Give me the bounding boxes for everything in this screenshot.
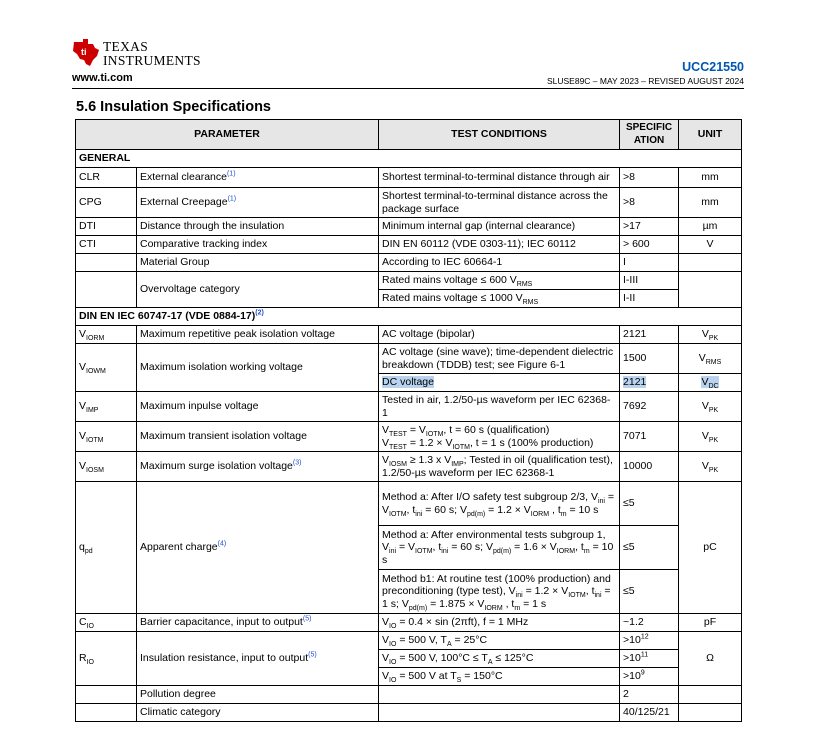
cell-condition[interactable] — [379, 374, 620, 392]
cell-condition: $V_{IO} = 500$ V at $T_S = 150^\circ C$ — [379, 668, 620, 686]
section-title: 5.6 Insulation Specifications — [76, 99, 271, 115]
cell-spec — [620, 650, 679, 668]
header-rule — [72, 88, 744, 89]
symbol-subscript: IOTM — [86, 437, 104, 445]
part-number-link[interactable]: UCC21550 — [682, 60, 744, 74]
unit-subscript: DC — [708, 383, 719, 391]
cell-spec: 10000 — [620, 452, 679, 482]
cell-spec: ~1.2 — [620, 614, 679, 632]
header-specification: SPECIFIC ATION — [620, 120, 679, 150]
table-row — [76, 614, 742, 632]
cell-symbol — [76, 614, 137, 632]
ti-logo — [71, 38, 221, 74]
symbol-subscript: IMP — [86, 407, 99, 415]
table-row — [76, 632, 742, 650]
table-header-row — [76, 120, 742, 150]
cell-spec: >17 — [620, 218, 679, 236]
cell-unit — [679, 272, 742, 308]
cell-condition — [379, 272, 620, 290]
cell-parameter: Maximum transient isolation voltage — [137, 422, 379, 452]
cell-condition: Shortest terminal-to-terminal distance across the package surface — [379, 188, 620, 218]
unit-text: V — [698, 352, 706, 365]
unit-text: V — [701, 430, 709, 443]
cell-condition: Minimum internal gap (internal clearance) — [379, 218, 620, 236]
symbol-text: V — [79, 430, 87, 443]
cell-symbol — [76, 482, 137, 614]
cell-condition: Method a: After I/O safety test subgroup 2/3, $V_{ini} = V_{IOTM}$, $t_{ini} = 60$ s; $V_{pd(m)} = 1.2 \times V_{IORM}$ , $t_m = 10$ s — [379, 482, 620, 526]
cell-unit: Ω — [679, 632, 742, 686]
revision-info: SLUSE89C – MAY 2023 – REVISED AUGUST 2024 — [546, 76, 744, 86]
cell-condition — [379, 704, 620, 722]
selected-text[interactable]: DC voltage — [382, 376, 434, 389]
unit-text: V — [701, 400, 709, 413]
cell-parameter — [137, 452, 379, 482]
cell-parameter — [137, 614, 379, 632]
cell-parameter — [137, 482, 379, 614]
spec-exponent: 11 — [640, 651, 649, 659]
header-unit: UNIT — [679, 120, 742, 150]
cell-spec: I-III — [620, 272, 679, 290]
cell-symbol: DTI — [76, 218, 137, 236]
unit-text: V — [701, 328, 709, 341]
cell-spec: ≤5 — [620, 526, 679, 570]
table-row — [76, 326, 742, 344]
cell-symbol: CLR — [76, 168, 137, 188]
section-general-row — [76, 150, 742, 168]
table-row — [76, 254, 742, 272]
cell-parameter: Climatic category — [137, 704, 379, 722]
cell-symbol — [76, 452, 137, 482]
footnote-link[interactable]: (4) — [217, 540, 227, 548]
footnote-link[interactable]: (2) — [255, 309, 264, 317]
unit-text: V — [701, 376, 709, 389]
symbol-subscript: IO — [86, 659, 94, 667]
table-row — [76, 168, 742, 188]
page-header — [0, 0, 816, 92]
cell-parameter — [137, 632, 379, 686]
cell-unit — [679, 686, 742, 704]
symbol-text: V — [79, 460, 87, 473]
cell-spec — [620, 632, 679, 650]
cell-parameter: Maximum inpulse voltage — [137, 392, 379, 422]
cell-condition: AC voltage (bipolar) — [379, 326, 620, 344]
cell-spec: ≤5 — [620, 482, 679, 526]
unit-subscript: PK — [708, 335, 719, 343]
cell-spec: >8 — [620, 188, 679, 218]
cell-unit: V — [679, 236, 742, 254]
cell-parameter: Comparative tracking index — [137, 236, 379, 254]
cell-symbol: CTI — [76, 236, 137, 254]
cell-symbol: CPG — [76, 188, 137, 218]
cell-unit: mm — [679, 168, 742, 188]
cell-condition: Shortest terminal-to-terminal distance through air — [379, 168, 620, 188]
cell-unit — [679, 392, 742, 422]
section-din-row — [76, 308, 742, 326]
selected-text[interactable]: 2121 — [623, 376, 647, 389]
symbol-subscript: IORM — [86, 335, 105, 343]
symbol-subscript: IOSM — [86, 467, 104, 475]
footnote-link[interactable]: (3) — [292, 459, 302, 467]
cell-condition: $V_{IOSM} \ge 1.3$ x $V_{IMP}$; Tested in oil (qualification test), 1.2/50-µs waveform per IEC 62368-1 — [379, 452, 620, 482]
cell-spec — [620, 668, 679, 686]
cell-symbol — [76, 254, 137, 272]
cell-parameter: Maximum repetitive peak isolation voltage — [137, 326, 379, 344]
company-line2: INSTRUMENTS — [103, 53, 201, 68]
cell-spec: 2 — [620, 686, 679, 704]
cell-parameter: Pollution degree — [137, 686, 379, 704]
header-parameter: PARAMETER — [76, 120, 379, 150]
symbol-text: R — [79, 652, 87, 665]
cell-condition: $V_{IO} = 500$ V, $T_A = 25^\circ C$ — [379, 632, 620, 650]
insulation-spec-table — [75, 119, 742, 722]
parameter-text: Maximum surge isolation voltage — [140, 460, 293, 473]
symbol-subscript: pd — [84, 548, 93, 556]
symbol-text: C — [79, 616, 87, 629]
spec-exponent: 9 — [640, 669, 645, 677]
cell-condition: Method a: After environmental tests subgroup 1, $V_{ini} = V_{IOTM}$, $t_{ini} = 60$ s; $V_{pd(m)} = 1.6 \times V_{IORM}$, $t_m = 10$ s — [379, 526, 620, 570]
unit-subscript: RMS — [705, 359, 722, 367]
cell-unit: µm — [679, 218, 742, 236]
spec-text: >10 — [623, 652, 641, 665]
condition-text: AC voltage (sine wave); time-dependent dielectric breakdown (TDDB) test; see Figure 6-1 — [382, 346, 614, 371]
cell-parameter: Maximum isolation working voltage — [137, 344, 379, 392]
cell-spec: 2121 — [620, 326, 679, 344]
cell-spec: I-II — [620, 290, 679, 308]
footnote-link[interactable]: (5) — [308, 651, 317, 659]
table-row — [76, 188, 742, 218]
texas-state-logo-icon — [71, 38, 101, 68]
parameter-text: External clearance — [140, 171, 227, 184]
symbol-text: V — [79, 361, 87, 374]
cell-unit — [679, 452, 742, 482]
footnote-link[interactable]: (1) — [227, 195, 237, 203]
condition-text: Rated mains voltage ≤ 600 V — [382, 274, 517, 287]
table-row — [76, 344, 742, 374]
parameter-text: Insulation resistance, input to output — [140, 652, 309, 665]
section-din-text: DIN EN IEC 60747-17 (VDE 0884-17) — [79, 310, 256, 323]
cell-symbol — [76, 704, 137, 722]
cell-condition: Tested in air, 1.2/50-µs waveform per IEC 62368-1 — [379, 392, 620, 422]
cell-symbol — [76, 686, 137, 704]
unit-subscript: PK — [708, 467, 719, 475]
symbol-text: q — [79, 541, 85, 554]
cell-unit[interactable] — [679, 374, 742, 392]
section-general-label: GENERAL — [76, 150, 742, 168]
unit-subscript: PK — [708, 437, 719, 445]
cell-unit: pC — [679, 482, 742, 614]
table-row — [76, 272, 742, 290]
condition-subscript: RMS — [516, 281, 533, 289]
cell-spec: 40/125/21 — [620, 704, 679, 722]
cell-symbol — [76, 272, 137, 308]
condition-subscript: RMS — [522, 299, 539, 307]
symbol-text: V — [79, 328, 87, 341]
cell-spec: >8 — [620, 168, 679, 188]
cell-unit — [679, 704, 742, 722]
cell-unit: mm — [679, 188, 742, 218]
cell-condition — [379, 344, 620, 374]
footnote-link[interactable]: (1) — [226, 170, 236, 178]
table-row — [76, 218, 742, 236]
table-row — [76, 452, 742, 482]
cell-unit — [679, 326, 742, 344]
symbol-subscript: IO — [86, 623, 94, 631]
spec-text: >10 — [623, 670, 641, 683]
cell-unit — [679, 422, 742, 452]
cell-spec: ≤5 — [620, 570, 679, 614]
cell-parameter: Material Group — [137, 254, 379, 272]
cell-spec: 7071 — [620, 422, 679, 452]
cell-spec: I — [620, 254, 679, 272]
cell-parameter: Overvoltage category — [137, 272, 379, 308]
cell-spec[interactable] — [620, 374, 679, 392]
cell-condition: According to IEC 60664-1 — [379, 254, 620, 272]
website-link[interactable]: www.ti.com — [72, 72, 133, 84]
cell-condition: Method b1: At routine test (100% production) and preconditioning (type test), $V_{ini} = 1.2 \times V_{IOTM}$, $t_{ini} = 1$ s; $V_{pd(m)} = 1.875 \times V_{IORM}$ , $t_m = 1$ s — [379, 570, 620, 614]
table-row — [76, 482, 742, 526]
cell-symbol — [76, 326, 137, 344]
table-row — [76, 236, 742, 254]
cell-symbol — [76, 392, 137, 422]
cell-unit — [679, 254, 742, 272]
cell-condition: $V_{IO} = 500$ V, $100^\circ C \le T_A \le 125^\circ C$ — [379, 650, 620, 668]
table-row — [76, 392, 742, 422]
symbol-text: V — [79, 400, 87, 413]
footnote-link[interactable]: (5) — [302, 615, 312, 623]
parameter-text: Apparent charge — [140, 541, 218, 554]
table-row — [76, 704, 742, 722]
cell-parameter — [137, 168, 379, 188]
cell-condition — [379, 686, 620, 704]
unit-subscript: PK — [708, 407, 719, 415]
cell-parameter: Distance through the insulation — [137, 218, 379, 236]
cell-condition: $V_{IO} = 0.4 \times \sin (2\pi ft)$, f = 1 MHz — [379, 614, 620, 632]
company-line1: TEXAS — [103, 39, 148, 54]
company-name — [103, 40, 201, 68]
cell-condition: $V_{TEST} = V_{IOTM}$, t = 60 s (qualification) $V_{TEST} = 1.2 \times V_{IOTM}$, t = 1 s (100% production) — [379, 422, 620, 452]
cell-symbol — [76, 422, 137, 452]
cell-spec: > 600 — [620, 236, 679, 254]
condition-text: Rated mains voltage ≤ 1000 V — [382, 292, 523, 305]
cell-symbol — [76, 344, 137, 392]
parameter-text: Barrier capacitance, input to output — [140, 616, 303, 629]
cell-symbol — [76, 632, 137, 686]
table-row — [76, 422, 742, 452]
section-din-label — [76, 308, 742, 326]
table-row — [76, 686, 742, 704]
cell-spec: 1500 — [620, 344, 679, 374]
cell-condition — [379, 290, 620, 308]
spec-exponent: 12 — [640, 633, 649, 641]
svg-text:ti: ti — [81, 47, 87, 57]
header-test-conditions: TEST CONDITIONS — [379, 120, 620, 150]
cell-unit: pF — [679, 614, 742, 632]
symbol-subscript: IOWM — [86, 368, 106, 376]
cell-unit — [679, 344, 742, 374]
spec-text: >10 — [623, 634, 641, 647]
cell-condition: DIN EN 60112 (VDE 0303-11); IEC 60112 — [379, 236, 620, 254]
unit-text: V — [701, 460, 709, 473]
cell-parameter — [137, 188, 379, 218]
selected-text[interactable] — [701, 376, 719, 391]
parameter-text: External Creepage — [140, 196, 228, 209]
cell-spec: 7692 — [620, 392, 679, 422]
